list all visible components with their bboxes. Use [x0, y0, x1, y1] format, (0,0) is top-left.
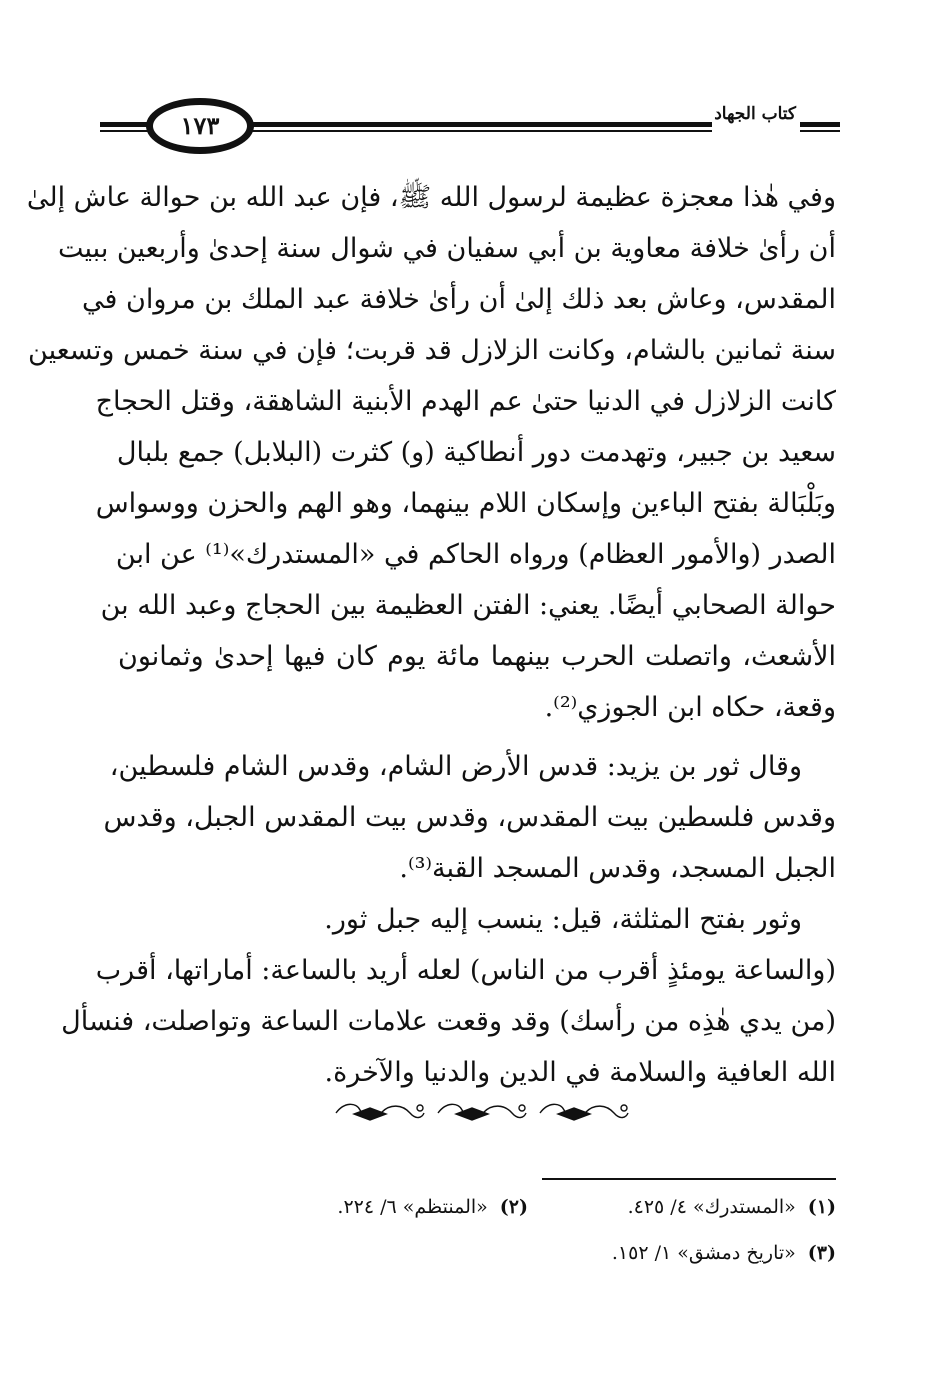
- text-line: وقعة، حكاه ابن الجوزي⁽²⁾.: [544, 692, 836, 723]
- text-line: وقال ثور بن يزيد: قدس الأرض الشام، وقدس الشام فلسطين،: [109, 751, 802, 782]
- text-line: (والساعة يومئذٍ أقرب من الناس) لعله أريد بالساعة: أماراتها، أقرب: [95, 955, 836, 986]
- ornament-motif-icon: [540, 1104, 628, 1120]
- text-line: كانت الزلازل في الدنيا حتىٰ عم الهدم الأبنية الشاهقة، وقتل الحجاج: [95, 386, 836, 417]
- text-line: وثور بفتح المثلثة، قيل: ينسب إليه جبل ثور.: [324, 904, 802, 935]
- ornament-motif-icon: [336, 1104, 424, 1120]
- text-line: الأشعث، واتصلت الحرب بينهما مائة يوم كان فيها إحدىٰ وثمانون: [118, 641, 836, 672]
- text-line: أن رأىٰ خلافة معاوية بن أبي سفيان في شوال سنة إحدىٰ وأربعين ببيت: [58, 233, 836, 264]
- header-rule-left-thick: [100, 122, 152, 127]
- header-rule-left-thin: [100, 130, 152, 132]
- footnote-text: «المنتظم» ٦/ ٢٢٤.: [337, 1196, 488, 1218]
- text-line: وفي هٰذا معجزة عظيمة لرسول الله ﷺ، فإن عبد الله بن حوالة عاش إلىٰ: [26, 182, 836, 213]
- footnote-1: [628, 1196, 836, 1218]
- footnote-text: «المستدرك» ٤/ ٤٢٥.: [627, 1196, 796, 1218]
- text-line: سعيد بن جبير، وتهدمت دور أنطاكية (و) كثرت (البلابل) جمع بلبال: [116, 437, 836, 468]
- ornament-divider: [330, 1096, 630, 1130]
- header-rule-right-thick: [800, 122, 840, 127]
- text-line: سنة ثمانين بالشام، وكانت الزلازل قد قربت؛ فإن في سنة خمس وتسعين: [28, 335, 836, 366]
- chapter-title: كتاب الجهاد: [714, 104, 796, 124]
- footnote-number: (٢): [499, 1196, 528, 1218]
- text-line: الله العافية والسلامة في الدين والدنيا والآخرة.: [324, 1057, 836, 1088]
- footnote-number: (٣): [807, 1242, 836, 1264]
- page-number-circle: [146, 98, 254, 154]
- ornament-motif-icon: [438, 1104, 526, 1120]
- header-rule-right-thin: [800, 130, 840, 132]
- footnote-2: [337, 1196, 528, 1218]
- footnote-text: «تاريخ دمشق» ١/ ١٥٢.: [611, 1242, 796, 1264]
- text-line: الجبل المسجد، وقدس المسجد القبة⁽³⁾.: [399, 853, 836, 884]
- running-header: [100, 96, 840, 166]
- footnote-rule: [542, 1178, 836, 1180]
- header-rule-thick: [210, 122, 712, 127]
- text-line: الصدر (والأمور العظام) ورواه الحاكم في «المستدرك»⁽¹⁾ عن ابن: [115, 539, 836, 570]
- text-line: المقدس، وعاش بعد ذلك إلىٰ أن رأىٰ خلافة عبد الملك بن مروان في: [82, 284, 836, 315]
- page-number: ١٧٣: [180, 111, 220, 140]
- main-text: [26, 172, 836, 1098]
- footnote-3: [612, 1242, 836, 1264]
- text-line: وقدس فلسطين بيت المقدس، وقدس بيت المقدس الجبل، وقدس: [103, 802, 836, 833]
- footnote-number: (١): [807, 1196, 836, 1218]
- header-rule-thin: [210, 130, 712, 132]
- text-line: وبَلْبَالة بفتح الباءين وإسكان اللام بينهما، وهو الهم والحزن ووسواس: [95, 488, 836, 519]
- text-line: (من يدي هٰذِه من رأسك) وقد وقعت علامات الساعة وتواصلت، فنسأل: [61, 1006, 836, 1037]
- text-line: حوالة الصحابي أيضًا. يعني: الفتن العظيمة بين الحجاج وعبد الله بن: [100, 590, 836, 621]
